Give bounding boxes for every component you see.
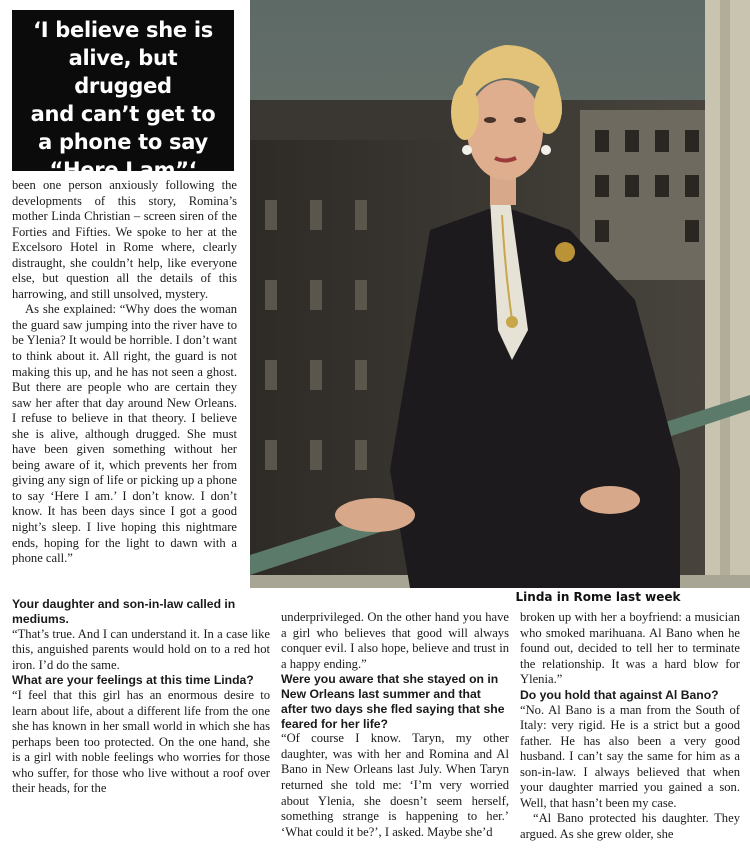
article-column-left-top — [12, 178, 237, 567]
headline-line-1: ‘I believe she is — [33, 18, 213, 42]
headline-line-2: alive, but drugged — [68, 46, 178, 98]
paragraph: As she explained: “Why does the woman the guard saw jumping into the river have to be Ylenia? It would be horrible. I don’t want to think about it. All right, the guard is not making this up, and he has not seen a ghost. But there are people who are certain they saw her after that day around New Orleans. I refuse to believe in that theory. I believe she is alive, although drugged. She must have been given something without her being aware of it, which prevents her from giving any sign of life or picking up a phone to say ‘Here I am.’ I don’t know. I don’t know. It has been days since I got a good night’s sleep. I live hoping this nightmare ends, hoping for the light to dawn with a phone call.” — [12, 302, 237, 566]
interview-answer: “Al Bano protected his daughter. They argued. As she grew older, she — [520, 811, 740, 841]
photo-caption: Linda in Rome last week — [515, 590, 681, 604]
article-column-bottom-1 — [12, 597, 270, 797]
interview-answer: “I feel that this girl has an enormous desire to learn about life, about a different life from the one she has known in her small world in which she has perhaps been too protected. On the one hand, she is a girl with noble feelings who worries for those who suffer, for those who live without a roof over their heads, for the — [12, 688, 270, 796]
interview-question: Your daughter and son-in-law called in mediums. — [12, 597, 236, 626]
paragraph: been one person anxiously following the developments of this story, Romina’s mother Linda Christian – screen siren of the Forties and Fifties. We spoke to her at the Excelsoro Hotel in Rome where, clearly distraught, she couldn’t help, like everyone else, but question all the details of this harrowing, and still unsolved, mystery. — [12, 178, 237, 301]
interview-answer: “No. Al Bano is a man from the South of Italy: very rigid. He is a strict but a good father. He has also been a very good husband. I can’t say the same for him as a son-in-law. I always believed that when your daughter married you gained a son. Well, that hasn’t been my case. — [520, 702, 740, 810]
interview-answer: underprivileged. On the other hand you have a girl who believes that good will always conquer evil. I also hope, believe and trust in a happy ending.” — [281, 610, 509, 671]
interview-question: Were you aware that she stayed on in New Orleans last summer and that after two days she fled saying that she feared for her life? — [281, 672, 505, 731]
interview-answer: “That’s true. And I can understand it. In a case like this, anguished parents would hold on to a red hot iron. I’d do the same. — [12, 626, 270, 672]
headline-line-3: and can’t get to — [30, 102, 216, 126]
article-column-bottom-3 — [520, 610, 740, 842]
headline-line-5: “Here I am”‘ — [49, 158, 197, 182]
article-column-bottom-2 — [281, 610, 509, 840]
interview-answer: broken up with her a boyfriend: a musician who smoked marihuana. Al Bano when he found out, decided to tell her to terminate the relationship. It was a hard blow for Ylenia.” — [520, 610, 740, 687]
interview-question: Do you hold that against Al Bano? — [520, 687, 719, 702]
headline-box — [12, 10, 234, 182]
interview-question: What are your feelings at this time Linda? — [12, 673, 254, 688]
photo-linda-in-rome — [250, 0, 750, 588]
interview-answer: “Of course I know. Taryn, my other daughter, was with her and Romina and Al Bano in New Orleans last July. When Taryn returned she told me: ‘I’m very worried about Ylenia, she doesn’t seem herself, something strange is happening to her.’ ‘What could it be?’, I asked. Maybe she’d — [281, 731, 509, 839]
headline-line-4: a phone to say — [38, 130, 208, 154]
portrait-illustration — [250, 0, 750, 588]
